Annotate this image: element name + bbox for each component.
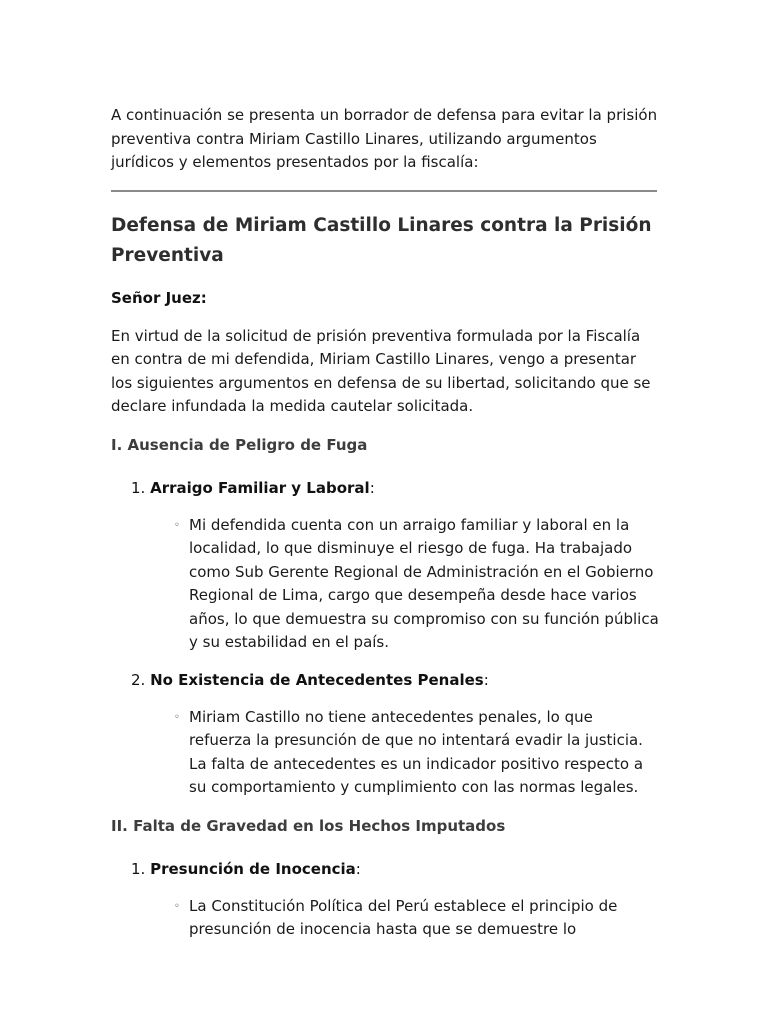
bullet-item xyxy=(111,895,659,942)
item-number: 1. xyxy=(131,478,146,497)
salutation: Señor Juez: xyxy=(111,288,207,307)
item-suffix: : xyxy=(369,478,375,497)
numbered-item xyxy=(111,858,659,880)
document-content xyxy=(111,104,659,942)
bullet-text: Miriam Castillo no tiene antecedentes penales, lo que refuerza la presunción de que no intentará evadir la justicia. La falta de antecedentes es un indicador positivo respecto a su comportamiento y cumplimiento con las normas legales. xyxy=(189,707,644,796)
numbered-item xyxy=(111,477,659,499)
item-number: 1. xyxy=(131,859,146,878)
item-label: No Existencia de Antecedentes Penales xyxy=(150,670,484,689)
item-suffix: : xyxy=(483,670,489,689)
item-label: Arraigo Familiar y Laboral xyxy=(150,478,370,497)
bullet-item xyxy=(111,514,659,655)
horizontal-divider xyxy=(111,190,657,192)
section-heading: II. Falta de Gravedad en los Hechos Imputados xyxy=(111,816,506,835)
bullet-text: Mi defendida cuenta con un arraigo familiar y laboral en la localidad, lo que disminuye el riesgo de fuga. Ha trabajado como Sub Gerente Regional de Administración en el Gobierno Regional de Lima, cargo que desempeña desde hace varios años, lo que demuestra su compromiso con su función pública y su estabilidad en el país. xyxy=(189,515,659,651)
item-label: Presunción de Inocencia xyxy=(150,859,356,878)
bullet-circle-icon: ◦ xyxy=(174,711,180,723)
bullet-text: La Constitución Política del Perú establece el principio de presunción de inocencia hasta que se demuestre lo xyxy=(189,896,618,938)
section-heading: I. Ausencia de Peligro de Fuga xyxy=(111,435,368,454)
numbered-item xyxy=(111,669,659,691)
opening-paragraph: En virtud de la solicitud de prisión preventiva formulada por la Fiscalía en contra de mi defendida, Miriam Castillo Linares, vengo a presentar los siguientes argumentos en defensa de su libertad, solicitando que se declare infundada la medida cautelar solicitada. xyxy=(111,326,651,415)
intro-paragraph: A continuación se presenta un borrador de defensa para evitar la prisión preventiva contra Miriam Castillo Linares, utilizando argumentos jurídicos y elementos presentados por la fiscalía: xyxy=(111,106,658,171)
item-number: 2. xyxy=(131,670,146,689)
bullet-item xyxy=(111,706,659,800)
item-suffix: : xyxy=(355,859,361,878)
bullet-circle-icon: ◦ xyxy=(174,519,180,531)
document-title: Defensa de Miriam Castillo Linares contra la Prisión Preventiva xyxy=(111,214,652,266)
bullet-circle-icon: ◦ xyxy=(174,900,180,912)
